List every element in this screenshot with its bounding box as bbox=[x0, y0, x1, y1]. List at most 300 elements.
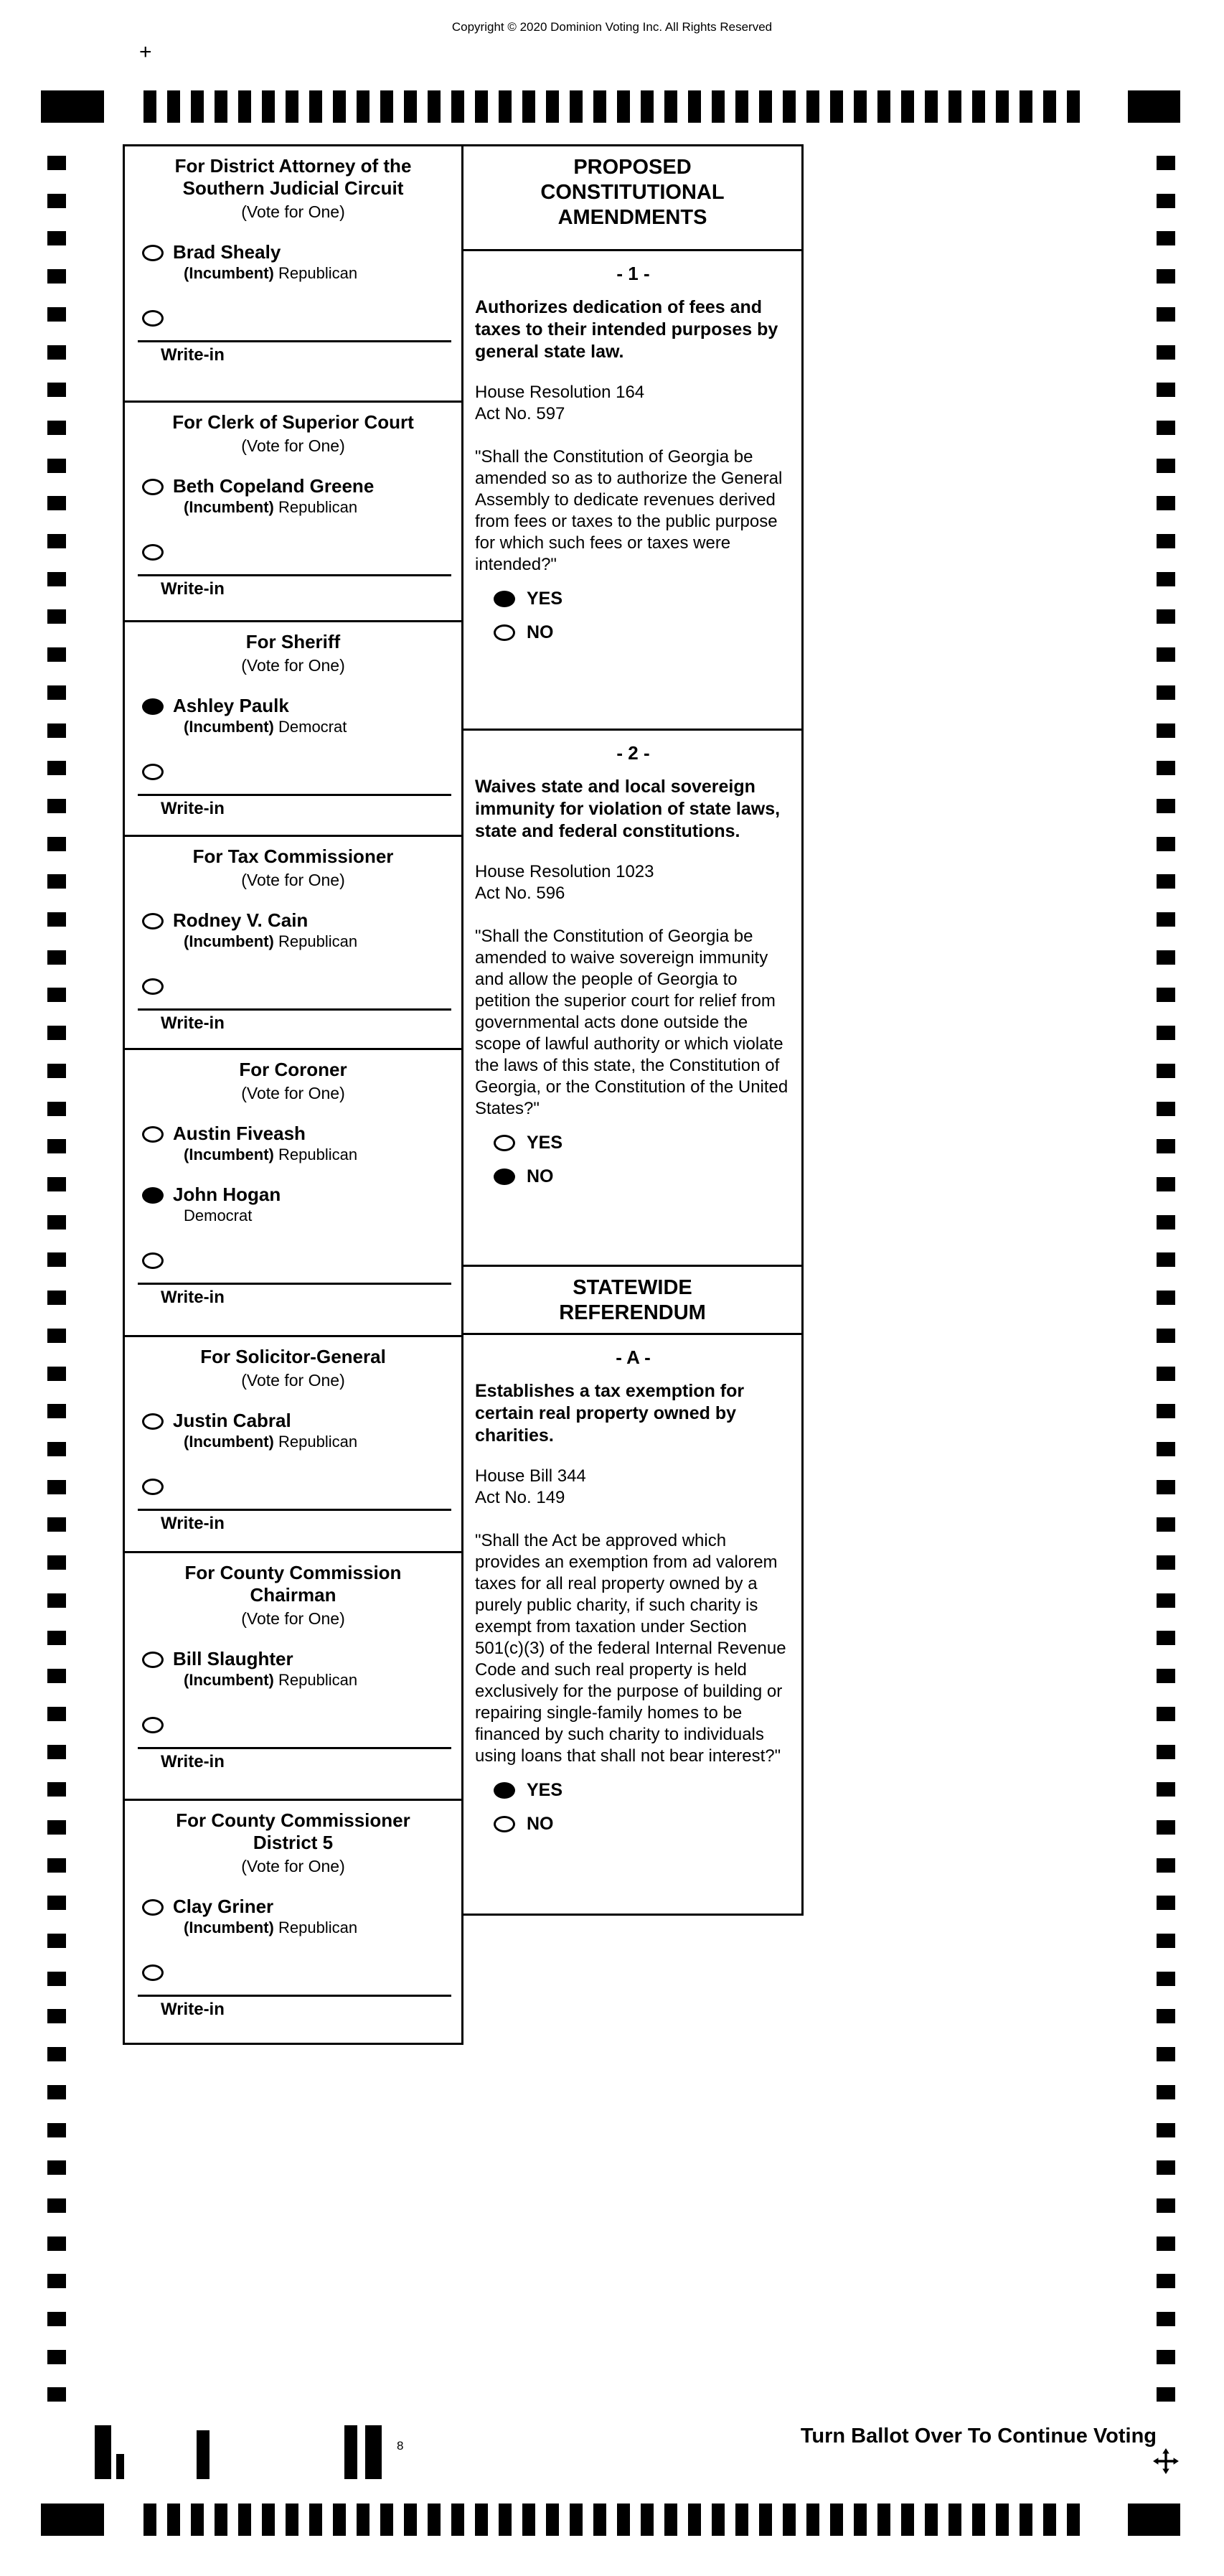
write-in-oval[interactable] bbox=[142, 978, 164, 995]
write-in-oval[interactable] bbox=[142, 1964, 164, 1981]
candidate-party: (Incumbent) Republican bbox=[184, 1671, 358, 1689]
candidate-party: (Incumbent) Republican bbox=[184, 1919, 358, 1936]
timing-mark bbox=[1157, 421, 1175, 435]
timing-mark bbox=[47, 2387, 66, 2402]
contest-title: For Tax Commissioner bbox=[192, 846, 394, 867]
timing-mark bbox=[925, 2504, 938, 2536]
timing-mark bbox=[47, 231, 66, 245]
timing-mark bbox=[1157, 1896, 1175, 1910]
timing-mark bbox=[47, 2237, 66, 2251]
timing-mark bbox=[404, 2504, 417, 2536]
timing-mark bbox=[522, 90, 535, 123]
timing-mark bbox=[570, 2504, 583, 2536]
timing-mark bbox=[47, 1404, 66, 1418]
write-in-area[interactable] bbox=[138, 1747, 451, 1749]
measure-reference-line: Act No. 597 bbox=[475, 404, 565, 423]
turn-ballot-over-text: Turn Ballot Over To Continue Voting bbox=[800, 2425, 1157, 2448]
timing-mark bbox=[664, 2504, 677, 2536]
timing-mark bbox=[1157, 2237, 1175, 2251]
measure bbox=[463, 1335, 801, 1914]
measure-question: "Shall the Constitution of Georgia be amended so as to authorize the General Assembly to dedicate revenues derived from fees or taxes to the public purpose for which such fees or taxes were intended?" bbox=[475, 447, 783, 574]
timing-mark bbox=[972, 90, 985, 123]
timing-mark bbox=[1067, 90, 1080, 123]
timing-mark bbox=[1157, 2198, 1175, 2213]
option-label: YES bbox=[527, 1133, 563, 1153]
candidate-qualifier: (Incumbent) bbox=[184, 718, 278, 736]
timing-mark bbox=[1157, 383, 1175, 397]
candidate-oval[interactable] bbox=[142, 1899, 164, 1916]
timing-mark bbox=[1157, 496, 1175, 510]
measure-reference bbox=[475, 382, 791, 425]
timing-mark bbox=[47, 1707, 66, 1721]
timing-mark bbox=[286, 90, 298, 123]
timing-mark bbox=[1020, 90, 1032, 123]
measure-option-row bbox=[494, 1133, 791, 1153]
candidate-oval[interactable] bbox=[142, 1652, 164, 1668]
timing-mark bbox=[1157, 2123, 1175, 2137]
candidate-oval[interactable] bbox=[142, 245, 164, 261]
candidate-oval[interactable] bbox=[142, 698, 164, 715]
barcode-bar bbox=[116, 2454, 124, 2479]
timing-mark bbox=[333, 90, 346, 123]
timing-mark bbox=[47, 761, 66, 775]
timing-mark bbox=[546, 90, 559, 123]
option-label: YES bbox=[527, 589, 563, 609]
timing-mark bbox=[309, 2504, 322, 2536]
timing-mark bbox=[1157, 2350, 1175, 2364]
timing-mark bbox=[47, 2123, 66, 2137]
measure-reference-line: House Resolution 1023 bbox=[475, 862, 654, 881]
timing-mark bbox=[783, 2504, 796, 2536]
timing-mark bbox=[47, 1555, 66, 1570]
write-in-oval[interactable] bbox=[142, 1717, 164, 1733]
section-header-line: PROPOSED bbox=[573, 156, 692, 179]
timing-mark bbox=[522, 2504, 535, 2536]
contest bbox=[125, 401, 461, 620]
timing-mark bbox=[47, 459, 66, 473]
timing-mark bbox=[47, 912, 66, 927]
timing-mark bbox=[735, 2504, 748, 2536]
timing-mark bbox=[262, 2504, 275, 2536]
measure-summary: Authorizes dedication of fees and taxes to their intended purposes by general state law. bbox=[475, 297, 778, 362]
section-header-line: STATEWIDE bbox=[573, 1276, 692, 1299]
timing-mark bbox=[47, 1064, 66, 1078]
timing-mark bbox=[877, 2504, 890, 2536]
timing-mark bbox=[47, 1177, 66, 1191]
timing-mark bbox=[1157, 1820, 1175, 1835]
candidate-row bbox=[142, 910, 453, 951]
timing-mark bbox=[617, 90, 630, 123]
timing-mark bbox=[712, 2504, 725, 2536]
timing-mark bbox=[593, 90, 606, 123]
candidate-qualifier: (Incumbent) bbox=[184, 1146, 278, 1163]
candidate-row bbox=[142, 1184, 453, 1225]
timing-mark bbox=[191, 2504, 204, 2536]
contest bbox=[125, 620, 461, 835]
timing-mark bbox=[1157, 459, 1175, 473]
write-in-area[interactable] bbox=[138, 1008, 451, 1011]
write-in-oval-row bbox=[142, 764, 453, 781]
timing-mark bbox=[167, 2504, 180, 2536]
contest-title: For Solicitor-General bbox=[200, 1346, 386, 1367]
timing-mark bbox=[47, 269, 66, 284]
timing-mark bbox=[47, 2160, 66, 2175]
measure-question: "Shall the Act be approved which provides an exemption from ad valorem taxes for all real property owned by a purely public charity, if such charity is exempt from taxation under Section 501(c)(3) of the federal Internal Revenue Code and such real property is held exclusively for the purpose of building or repairing single-family homes to be financed by such charity to individuals using loans that shall not bear interest?" bbox=[475, 1531, 786, 1766]
timing-mark bbox=[1157, 988, 1175, 1002]
measure-reference-line: Act No. 149 bbox=[475, 1488, 565, 1507]
timing-mark bbox=[1157, 1480, 1175, 1494]
timing-mark bbox=[451, 90, 464, 123]
timing-mark bbox=[1157, 269, 1175, 284]
timing-mark bbox=[1157, 1593, 1175, 1608]
write-in-oval-row bbox=[142, 1717, 453, 1734]
timing-mark bbox=[47, 1631, 66, 1645]
candidate-row bbox=[142, 1649, 453, 1690]
timing-mark bbox=[1157, 1858, 1175, 1873]
write-in-area[interactable] bbox=[138, 574, 451, 576]
yes-oval[interactable] bbox=[494, 1135, 515, 1151]
write-in-area[interactable] bbox=[138, 340, 451, 342]
timing-mark bbox=[47, 2350, 66, 2364]
measure-column bbox=[463, 144, 804, 1916]
timing-mark bbox=[1157, 1972, 1175, 1986]
timing-mark bbox=[47, 383, 66, 397]
measure-summary: Establishes a tax exemption for certain real property owned by charities. bbox=[475, 1381, 745, 1446]
write-in-oval-row bbox=[142, 1964, 453, 1982]
measure-number: - 2 - bbox=[616, 742, 650, 764]
timing-mark bbox=[641, 2504, 654, 2536]
timing-mark bbox=[357, 90, 369, 123]
write-in-oval[interactable] bbox=[142, 1252, 164, 1269]
write-in-label: Write-in bbox=[161, 579, 225, 599]
candidate-row bbox=[142, 476, 453, 517]
measure-option-row bbox=[494, 589, 791, 609]
timing-mark bbox=[1157, 1934, 1175, 1948]
barcode-bar bbox=[365, 2425, 382, 2479]
timing-mark bbox=[47, 1820, 66, 1835]
timing-mark bbox=[47, 1026, 66, 1040]
timing-mark bbox=[1157, 534, 1175, 548]
timing-mark bbox=[1157, 1064, 1175, 1078]
no-oval[interactable] bbox=[494, 1816, 515, 1832]
contest bbox=[125, 835, 461, 1048]
candidate-info bbox=[173, 476, 374, 517]
timing-mark bbox=[1157, 799, 1175, 813]
timing-mark bbox=[47, 1517, 66, 1532]
measure-reference-line: House Resolution 164 bbox=[475, 383, 645, 402]
timing-mark bbox=[1157, 2085, 1175, 2099]
section-header bbox=[463, 146, 801, 251]
timing-mark bbox=[712, 90, 725, 123]
measure-option-row bbox=[494, 622, 791, 643]
write-in-label: Write-in bbox=[161, 345, 225, 365]
write-in-oval[interactable] bbox=[142, 764, 164, 780]
timing-mark bbox=[499, 2504, 512, 2536]
timing-mark bbox=[617, 2504, 630, 2536]
timing-block-bottom-left bbox=[41, 2504, 104, 2536]
section-header-line: CONSTITUTIONAL bbox=[540, 181, 725, 204]
candidate-name: Rodney V. Cain bbox=[173, 909, 309, 931]
timing-mark bbox=[593, 2504, 606, 2536]
option-label: YES bbox=[527, 1780, 563, 1800]
timing-mark bbox=[404, 90, 417, 123]
timing-mark bbox=[1157, 1517, 1175, 1532]
timing-mark bbox=[1157, 1291, 1175, 1305]
candidate-info bbox=[173, 1896, 357, 1937]
candidate-qualifier: (Incumbent) bbox=[184, 1671, 278, 1689]
timing-mark bbox=[47, 1896, 66, 1910]
measure-reference bbox=[475, 1466, 791, 1509]
timing-mark bbox=[688, 90, 701, 123]
candidate-party: (Incumbent) Republican bbox=[184, 1433, 358, 1451]
contest-instruction: (Vote for One) bbox=[241, 1371, 345, 1390]
timing-mark bbox=[47, 1329, 66, 1343]
candidate-oval[interactable] bbox=[142, 913, 164, 929]
write-in-area[interactable] bbox=[138, 1995, 451, 1997]
write-in-label: Write-in bbox=[161, 1514, 225, 1533]
timing-mark bbox=[380, 2504, 393, 2536]
timing-mark bbox=[948, 2504, 961, 2536]
timing-block-bottom-right bbox=[1128, 2504, 1180, 2536]
candidate-name: John Hogan bbox=[173, 1184, 281, 1205]
candidate-qualifier: (Incumbent) bbox=[184, 498, 278, 516]
timing-mark bbox=[215, 2504, 227, 2536]
timing-mark bbox=[1157, 2160, 1175, 2175]
timing-mark bbox=[1043, 2504, 1056, 2536]
timing-mark bbox=[1157, 685, 1175, 700]
timing-mark bbox=[47, 194, 66, 208]
candidate-qualifier: (Incumbent) bbox=[184, 1433, 278, 1451]
timing-mark bbox=[47, 1669, 66, 1683]
candidate-party: (Incumbent) Republican bbox=[184, 1146, 358, 1163]
write-in-oval[interactable] bbox=[142, 310, 164, 327]
contest-title: For County Commissioner District 5 bbox=[176, 1809, 410, 1853]
timing-mark bbox=[735, 90, 748, 123]
candidate-party: Democrat bbox=[184, 1207, 253, 1224]
timing-mark bbox=[143, 90, 156, 123]
measure-option-row bbox=[494, 1780, 791, 1801]
write-in-label: Write-in bbox=[161, 1288, 225, 1307]
candidate-info bbox=[173, 1123, 357, 1164]
candidate-info bbox=[173, 1649, 357, 1690]
candidate-oval[interactable] bbox=[142, 479, 164, 495]
write-in-oval-row bbox=[142, 1479, 453, 1496]
timing-mark bbox=[1157, 156, 1175, 170]
timing-mark bbox=[948, 90, 961, 123]
candidate-info bbox=[173, 910, 357, 951]
timing-mark bbox=[1157, 2047, 1175, 2061]
timing-mark bbox=[830, 90, 843, 123]
timing-mark bbox=[759, 2504, 772, 2536]
candidate-party: (Incumbent) Republican bbox=[184, 932, 358, 950]
timing-mark bbox=[1157, 1252, 1175, 1267]
four-arrows-icon bbox=[1152, 2448, 1180, 2475]
yes-oval[interactable] bbox=[494, 1782, 515, 1799]
timing-mark bbox=[877, 90, 890, 123]
timing-mark bbox=[215, 90, 227, 123]
timing-mark bbox=[1157, 1707, 1175, 1721]
write-in-oval-row bbox=[142, 1252, 453, 1270]
candidate-oval[interactable] bbox=[142, 1187, 164, 1204]
timing-mark bbox=[47, 1480, 66, 1494]
timing-mark bbox=[1157, 874, 1175, 889]
timing-block-top-left bbox=[41, 90, 104, 123]
contest-instruction: (Vote for One) bbox=[241, 1857, 345, 1875]
timing-mark bbox=[333, 2504, 346, 2536]
contest-instruction: (Vote for One) bbox=[241, 436, 345, 455]
timing-mark bbox=[1157, 1669, 1175, 1683]
timing-mark bbox=[1067, 2504, 1080, 2536]
timing-mark bbox=[47, 647, 66, 662]
no-oval[interactable] bbox=[494, 1168, 515, 1185]
timing-mark bbox=[1157, 1442, 1175, 1456]
timing-mark bbox=[47, 1291, 66, 1305]
timing-mark bbox=[854, 2504, 867, 2536]
timing-mark bbox=[47, 1102, 66, 1116]
contest-column bbox=[123, 144, 463, 2045]
timing-mark bbox=[1157, 1329, 1175, 1343]
option-label: NO bbox=[527, 622, 554, 642]
timing-mark bbox=[1157, 723, 1175, 738]
timing-mark bbox=[428, 90, 441, 123]
candidate-row bbox=[142, 1896, 453, 1937]
timing-mark bbox=[47, 496, 66, 510]
barcode-bar bbox=[344, 2425, 357, 2479]
timing-mark bbox=[1157, 1745, 1175, 1759]
timing-mark bbox=[996, 2504, 1009, 2536]
timing-mark bbox=[238, 90, 251, 123]
timing-mark bbox=[901, 90, 914, 123]
candidate-name: Brad Shealy bbox=[173, 241, 281, 263]
write-in-area[interactable] bbox=[138, 1509, 451, 1511]
timing-mark bbox=[428, 2504, 441, 2536]
write-in-oval[interactable] bbox=[142, 544, 164, 561]
write-in-oval-row bbox=[142, 978, 453, 996]
timing-mark bbox=[451, 2504, 464, 2536]
timing-mark bbox=[1157, 837, 1175, 851]
barcode-marks bbox=[0, 2425, 445, 2479]
contest bbox=[125, 1799, 461, 2043]
timing-mark bbox=[499, 90, 512, 123]
right-timing-column bbox=[1157, 156, 1175, 2402]
timing-mark bbox=[47, 1934, 66, 1948]
measure-option-row bbox=[494, 1166, 791, 1187]
yes-oval[interactable] bbox=[494, 591, 515, 607]
section-header bbox=[463, 1265, 801, 1335]
contest-title: For Sheriff bbox=[245, 631, 341, 652]
timing-mark bbox=[1157, 1631, 1175, 1645]
option-label: NO bbox=[527, 1166, 554, 1186]
contest bbox=[125, 1551, 461, 1799]
candidate-info bbox=[173, 1184, 281, 1225]
contest-title: For Clerk of Superior Court bbox=[172, 411, 414, 433]
timing-mark bbox=[1157, 1026, 1175, 1040]
timing-mark bbox=[47, 1252, 66, 1267]
timing-mark bbox=[1157, 647, 1175, 662]
contest-title: For Coroner bbox=[239, 1059, 347, 1080]
write-in-label: Write-in bbox=[161, 2000, 225, 2019]
timing-mark bbox=[47, 1367, 66, 1381]
timing-mark bbox=[1157, 1139, 1175, 1153]
timing-mark bbox=[1157, 1215, 1175, 1230]
timing-mark bbox=[47, 988, 66, 1002]
candidate-row bbox=[142, 1123, 453, 1164]
candidate-row bbox=[142, 242, 453, 283]
contest-instruction: (Vote for One) bbox=[241, 1084, 345, 1102]
timing-mark bbox=[475, 2504, 488, 2536]
left-timing-column bbox=[47, 156, 66, 2402]
timing-mark bbox=[806, 2504, 819, 2536]
timing-mark bbox=[854, 90, 867, 123]
timing-mark bbox=[191, 90, 204, 123]
contest bbox=[125, 146, 461, 401]
timing-mark bbox=[996, 90, 1009, 123]
candidate-name: Austin Fiveash bbox=[173, 1123, 306, 1144]
no-oval[interactable] bbox=[494, 624, 515, 641]
timing-mark bbox=[1157, 2312, 1175, 2326]
timing-mark bbox=[783, 90, 796, 123]
timing-mark bbox=[1157, 194, 1175, 208]
timing-mark bbox=[1157, 950, 1175, 965]
timing-mark bbox=[1157, 1102, 1175, 1116]
candidate-oval[interactable] bbox=[142, 1413, 164, 1430]
timing-mark bbox=[262, 90, 275, 123]
timing-mark bbox=[1157, 1404, 1175, 1418]
timing-mark bbox=[1157, 307, 1175, 322]
timing-mark bbox=[47, 421, 66, 435]
timing-mark bbox=[47, 837, 66, 851]
measure-option-row bbox=[494, 1814, 791, 1835]
timing-mark bbox=[1157, 1177, 1175, 1191]
timing-mark bbox=[759, 90, 772, 123]
timing-mark bbox=[47, 1972, 66, 1986]
timing-mark bbox=[47, 1858, 66, 1873]
timing-mark bbox=[570, 90, 583, 123]
timing-mark bbox=[47, 2085, 66, 2099]
contest-instruction: (Vote for One) bbox=[241, 656, 345, 675]
timing-mark bbox=[925, 90, 938, 123]
candidate-name: Beth Copeland Greene bbox=[173, 475, 375, 497]
write-in-label: Write-in bbox=[161, 1752, 225, 1771]
measure-reference-line: House Bill 344 bbox=[475, 1466, 586, 1486]
candidate-qualifier: (Incumbent) bbox=[184, 1919, 278, 1936]
timing-mark bbox=[1157, 231, 1175, 245]
timing-mark bbox=[1157, 572, 1175, 586]
timing-mark bbox=[1020, 2504, 1032, 2536]
measure-reference bbox=[475, 861, 791, 904]
measure bbox=[463, 251, 801, 729]
candidate-name: Clay Griner bbox=[173, 1896, 274, 1917]
timing-mark bbox=[167, 90, 180, 123]
write-in-area[interactable] bbox=[138, 794, 451, 796]
timing-mark bbox=[830, 2504, 843, 2536]
timing-mark bbox=[309, 90, 322, 123]
candidate-oval[interactable] bbox=[142, 1126, 164, 1143]
timing-mark bbox=[47, 1593, 66, 1608]
write-in-oval-row bbox=[142, 544, 453, 561]
measure-question: "Shall the Constitution of Georgia be amended to waive sovereign immunity and allow the people of Georgia to petition the superior court for relief from governmental acts done outside the scope of lawful authority or which violate the laws of this state, the Constitution of Georgia, or the Constitution of the United States?" bbox=[475, 927, 788, 1118]
candidate-row bbox=[142, 1410, 453, 1451]
write-in-area[interactable] bbox=[138, 1283, 451, 1285]
candidate-name: Bill Slaughter bbox=[173, 1648, 293, 1669]
timing-mark bbox=[546, 2504, 559, 2536]
timing-mark bbox=[47, 874, 66, 889]
copyright-text: Copyright © 2020 Dominion Voting Inc. All Rights Reserved bbox=[451, 20, 773, 34]
candidate-party: (Incumbent) Republican bbox=[184, 264, 358, 282]
contest-instruction: (Vote for One) bbox=[241, 1609, 345, 1628]
timing-mark bbox=[1157, 1555, 1175, 1570]
write-in-oval[interactable] bbox=[142, 1479, 164, 1495]
